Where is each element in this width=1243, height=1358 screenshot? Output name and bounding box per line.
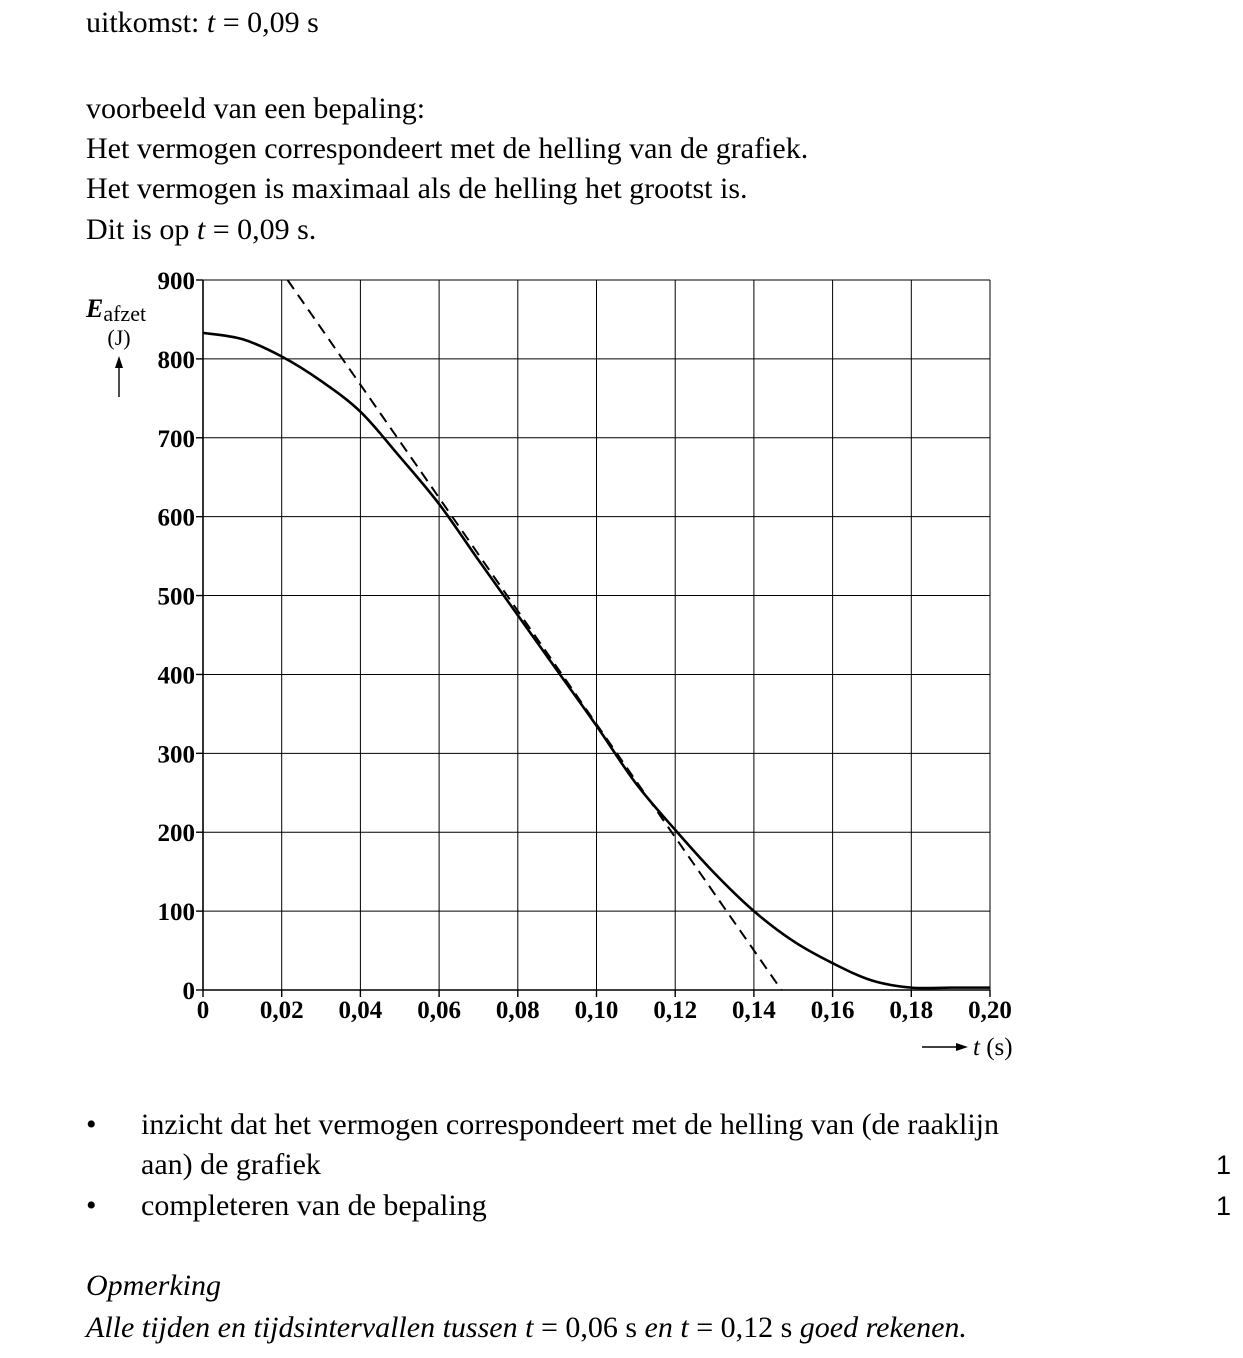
remark-var-2: t	[680, 1311, 689, 1344]
explanation-line-3-variable: t	[196, 213, 206, 246]
y-tick-label: 500	[157, 583, 195, 611]
answer-prefix: uitkomst:	[86, 6, 200, 39]
y-tick-label: 300	[157, 741, 195, 769]
x-axis-arrow-icon	[956, 1043, 968, 1051]
x-tick-label: 0,18	[889, 997, 934, 1024]
remark-part-3: en	[644, 1311, 681, 1344]
remark-part-2: = 0,06 s	[533, 1311, 645, 1344]
explanation-heading: voorbeeld van een bepaling:	[86, 92, 426, 125]
y-tick-label: 0	[182, 978, 195, 1005]
y-tick-label: 100	[157, 899, 195, 927]
remark-text	[86, 1310, 967, 1346]
remark-part-4: = 0,12 s	[688, 1311, 800, 1344]
x-tick-label: 0,10	[574, 997, 619, 1024]
y-tick-label: 900	[157, 268, 195, 295]
y-tick-label: 800	[157, 346, 195, 374]
y-tick-label: 600	[157, 504, 195, 532]
x-tick-label: 0,04	[338, 997, 383, 1024]
x-tick-label: 0,08	[495, 997, 540, 1024]
tangent-line-dashed	[288, 280, 782, 990]
criterion-1-line-1: inzicht dat het vermogen correspondeert met de helling van (de raaklijn	[141, 1108, 1000, 1141]
chart-labels	[85, 268, 1013, 1061]
criterion-1	[0, 1107, 1243, 1187]
bullet-2: •	[86, 1189, 97, 1222]
x-axis-label: t (s)	[973, 1034, 1013, 1061]
remark-part-1: Alle tijden en tijdsintervallen tussen	[86, 1311, 526, 1344]
x-tick-label: 0,06	[417, 997, 461, 1024]
answer-variable: t	[206, 6, 216, 39]
y-tick-label: 200	[157, 820, 195, 848]
y-axis-label: Eafzet	[86, 294, 147, 326]
criterion-1-line-2: aan) de grafiek	[141, 1148, 321, 1181]
explanation-line-2: Het vermogen is maximaal als de helling het grootst is.	[86, 172, 748, 205]
x-tick-label: 0	[196, 997, 210, 1024]
y-tick-label: 700	[157, 425, 195, 453]
y-axis-arrow-icon	[115, 356, 123, 368]
bullet-1: •	[86, 1108, 97, 1141]
x-tick-label: 0,02	[259, 997, 304, 1024]
remark-title: Opmerking	[86, 1269, 221, 1302]
x-tick-label: 0,12	[653, 997, 698, 1024]
remark-part-5: goed rekenen.	[799, 1311, 967, 1344]
explanation-line-1: Het vermogen correspondeert met de helling van de grafiek.	[86, 132, 809, 165]
y-tick-label: 400	[157, 662, 195, 690]
remark-var-1: t	[525, 1311, 534, 1344]
answer-value: = 0,09 s	[215, 6, 319, 39]
x-tick-label: 0,14	[732, 997, 776, 1024]
x-tick-label: 0,16	[810, 997, 855, 1024]
y-axis-unit: (J)	[107, 325, 131, 350]
explanation-line-3-prefix: Dit is op	[86, 213, 197, 246]
criterion-1-score: 1	[1216, 1150, 1232, 1180]
criterion-2	[0, 1188, 1243, 1228]
x-tick-label: 0,20	[968, 997, 1012, 1024]
criterion-2-line-1: completeren van de bepaling	[141, 1189, 487, 1222]
chart-grid	[203, 280, 990, 990]
criterion-2-score: 1	[1216, 1191, 1232, 1221]
explanation-line-3-suffix: = 0,09 s.	[205, 213, 317, 246]
